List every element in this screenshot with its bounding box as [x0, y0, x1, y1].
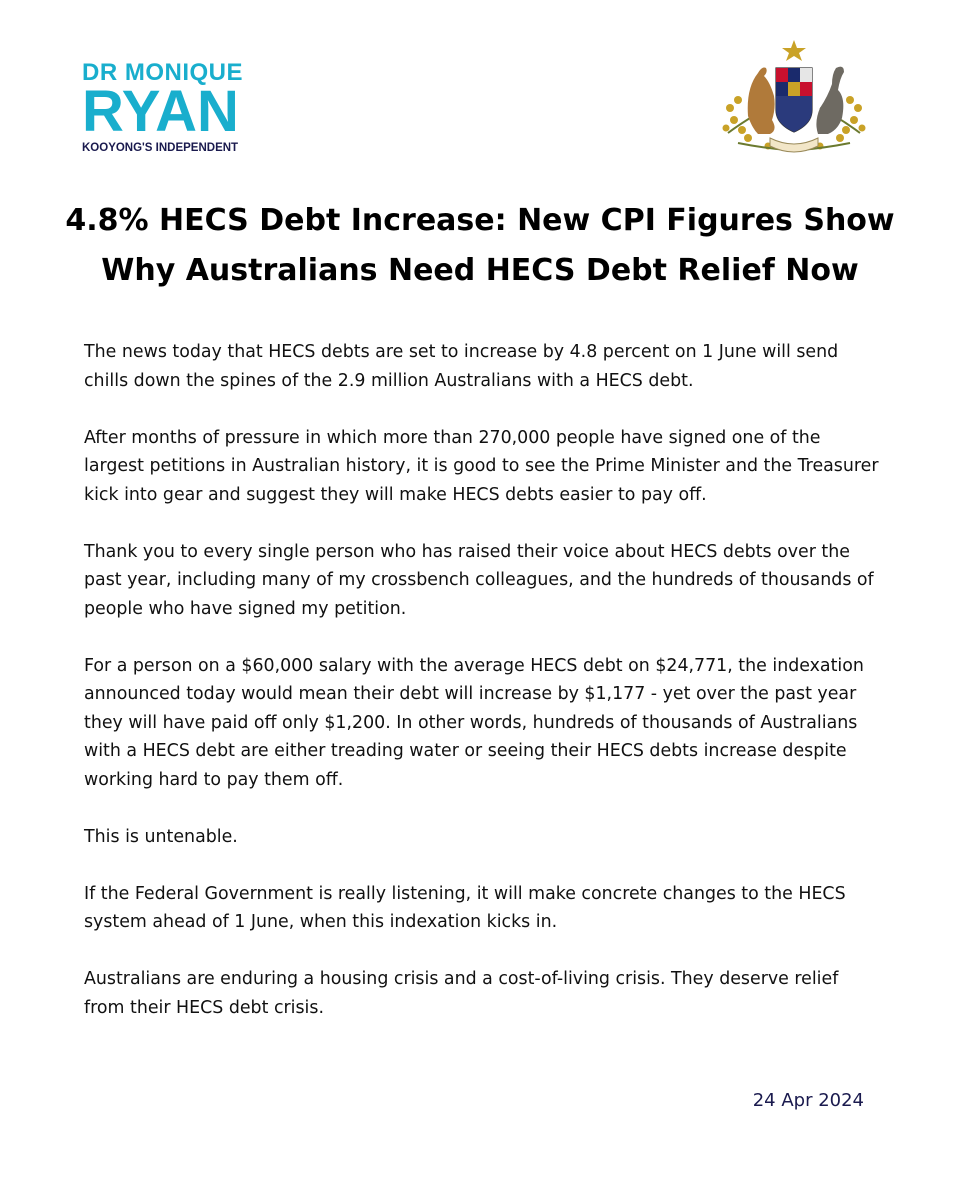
campaign-logo — [82, 60, 252, 155]
release-date: 24 Apr 2024 — [752, 1090, 864, 1111]
body-paragraph: This is untenable. — [84, 826, 238, 847]
logo-tagline: KOOYONG'S INDEPENDENT — [82, 142, 239, 154]
title-line-2: Why Australians Need HECS Debt Relief Now — [101, 253, 859, 288]
logo-line-ryan: RYAN — [82, 79, 239, 144]
press-release-title — [60, 196, 900, 296]
logo-line-dr-monique: DR MONIQUE — [82, 59, 243, 86]
body-paragraph: After months of pressure in which more than 270,000 people have signed one of the largest petitions in Australian history, it is good to see the Prime Minister and the Treasurer kick into gear and suggest they will make HECS debts easier to pay off. — [84, 427, 879, 505]
body-paragraph: Thank you to every single person who has raised their voice about HECS debts over the past year, including many of my crossbench colleagues, and the hundreds of thousands of people who have signed my petition. — [84, 541, 874, 619]
press-release-body — [84, 338, 884, 1051]
body-paragraph: If the Federal Government is really listening, it will make concrete changes to the HECS system ahead of 1 June, when this indexation kicks in. — [84, 883, 846, 932]
crest-graphic — [718, 38, 870, 160]
title-line-1: 4.8% HECS Debt Increase: New CPI Figures Show — [65, 203, 895, 238]
australian-coat-of-arms-icon — [718, 38, 870, 160]
body-paragraph: Australians are enduring a housing crisis and a cost-of-living crisis. They deserve relief from their HECS debt crisis. — [84, 969, 839, 1018]
body-paragraph: The news today that HECS debts are set to increase by 4.8 percent on 1 June will send chills down the spines of the 2.9 million Australians with a HECS debt. — [84, 342, 839, 391]
body-paragraph: For a person on a $60,000 salary with the average HECS debt on $24,771, the indexation announced today would mean their debt will increase by $1,177 - yet over the past year they will have paid off only $1,200. In other words, hundreds of thousands of Australians with a HECS debt are either treading water or seeing their HECS debts increase despite working hard to pay them off. — [84, 655, 864, 790]
